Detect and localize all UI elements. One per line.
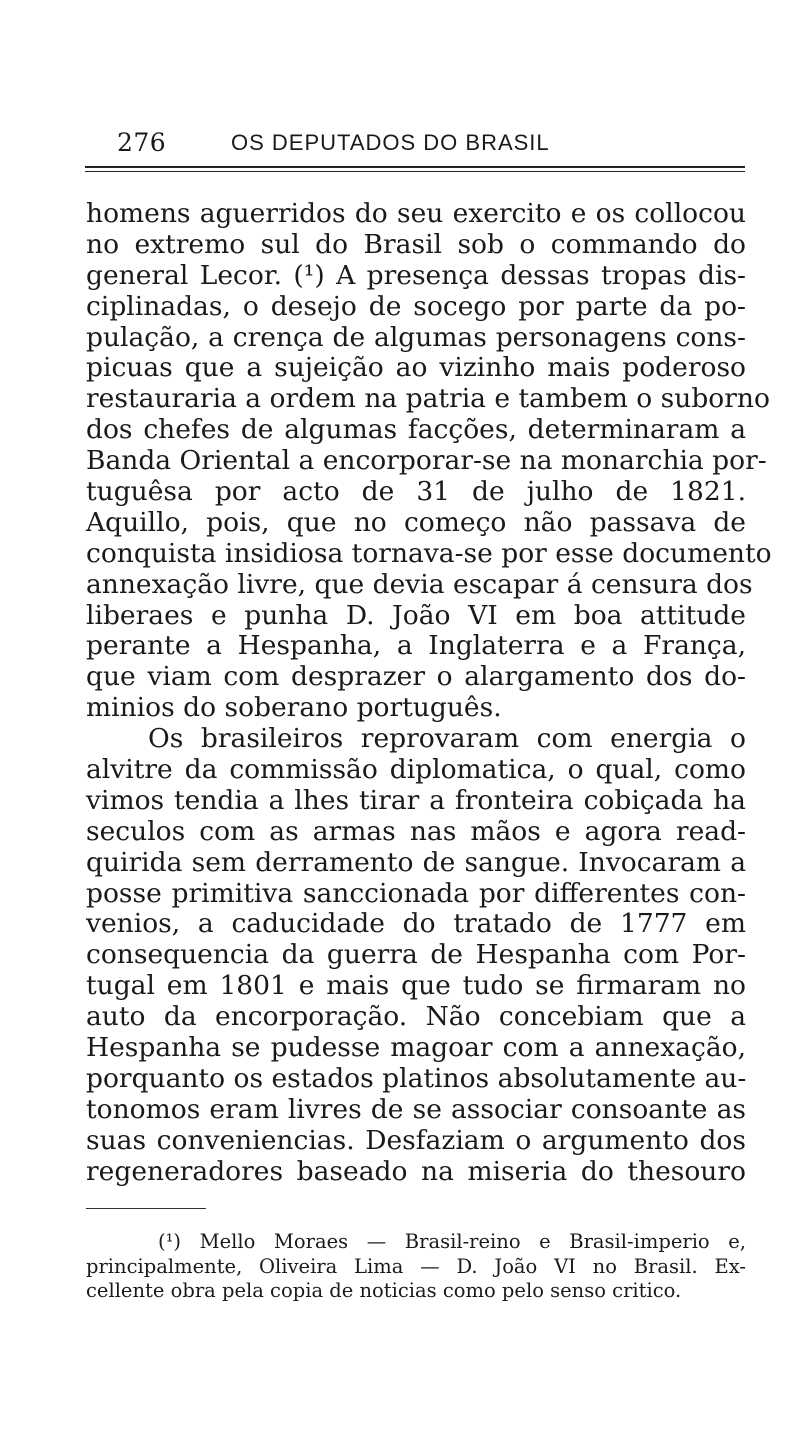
text-line: seculos com as armas nas mãos e agora read- [86, 815, 746, 847]
text-line: tonomos eram livres de se associar consoante as [86, 1093, 746, 1125]
header-rule-thin [85, 171, 745, 172]
text-line: suas conveniencias. Desfaziam o argumento dos [86, 1124, 746, 1156]
text-line: conquista insidiosa tornava-se por esse documento [86, 537, 772, 569]
text-line: quirida sem derramento de sangue. Invocaram a [86, 846, 746, 878]
text-line: vimos tendia a lhes tirar a fronteira cobiçada ha [86, 784, 746, 816]
footnote-line: cellente obra pela copia de noticias como pelo senso critico. [86, 1279, 682, 1302]
text-line: perante a Hespanha, a Inglaterra e a França, [86, 630, 746, 662]
text-line: porquanto os estados platinos absolutamente au- [86, 1062, 747, 1094]
header-rule-thick [85, 166, 745, 168]
text-line: alvitre da commissão diplomatica, o qual, como [86, 754, 746, 786]
text-line: restauraria a ordem na patria e tambem o suborno [86, 383, 770, 415]
text-line: venios, a caducidade do tratado de 1777 em [86, 908, 746, 940]
text-line: no extremo sul do Brasil sob o commando do [86, 228, 746, 260]
text-line: auto da encorporação. Não concebiam que a [86, 1001, 746, 1033]
text-line: general Lecor. (¹) A presença dessas tropas dis- [86, 259, 746, 291]
text-line: liberaes e punha D. João VI em boa attitude [86, 599, 746, 631]
text-line: dos chefes de algumas facções, determinaram a [86, 414, 746, 446]
body-text [86, 198, 772, 1188]
footnote-line: (¹) Mello Moraes — Brasil-reino e Brasil-imperio e, [158, 1230, 746, 1253]
text-line: homens aguerridos do seu exercito e os collocou [86, 198, 746, 229]
running-title: OS DEPUTADOS DO BRASIL [231, 130, 550, 155]
text-line: pulação, a crença de algumas personagens cons- [86, 321, 746, 353]
footnote-rule [86, 1208, 206, 1209]
text-line: que viam com desprazer o alargamento dos do- [86, 661, 746, 693]
text-line: annexação livre, que devia escapar á censura dos [86, 568, 753, 600]
text-line: ciplinadas, o desejo de socego por parte da po- [86, 290, 746, 322]
text-line: Banda Oriental a encorporar-se na monarchia por- [86, 445, 767, 477]
text-line: tugal em 1801 e mais que tudo se firmaram no [86, 970, 746, 1002]
footnote [86, 1230, 746, 1304]
text-line: picuas que a sujeição ao vizinho mais poderoso [86, 352, 746, 384]
text-line: Aquillo, pois, que no começo não passava de [86, 506, 746, 538]
text-line: regeneradores baseado na miseria do thesouro [86, 1155, 746, 1187]
text-line: Hespanha se pudesse magoar com a annexação, [86, 1032, 746, 1064]
paragraph-end-line: minios do soberano português. [86, 692, 502, 724]
paragraph-start-line: Os brasileiros reprovaram com energia o [148, 723, 746, 755]
text-line: tuguêsa por acto de 31 de julho de 1821. [86, 476, 746, 508]
text-line: consequencia da guerra de Hespanha com Por- [86, 939, 746, 971]
page-number: 276 [117, 128, 167, 157]
footnote-line: principalmente, Oliveira Lima — D. João VI no Brasil. Ex- [86, 1254, 746, 1278]
text-line: posse primitiva sanccionada por differentes con- [86, 877, 746, 909]
page-header [85, 128, 745, 162]
